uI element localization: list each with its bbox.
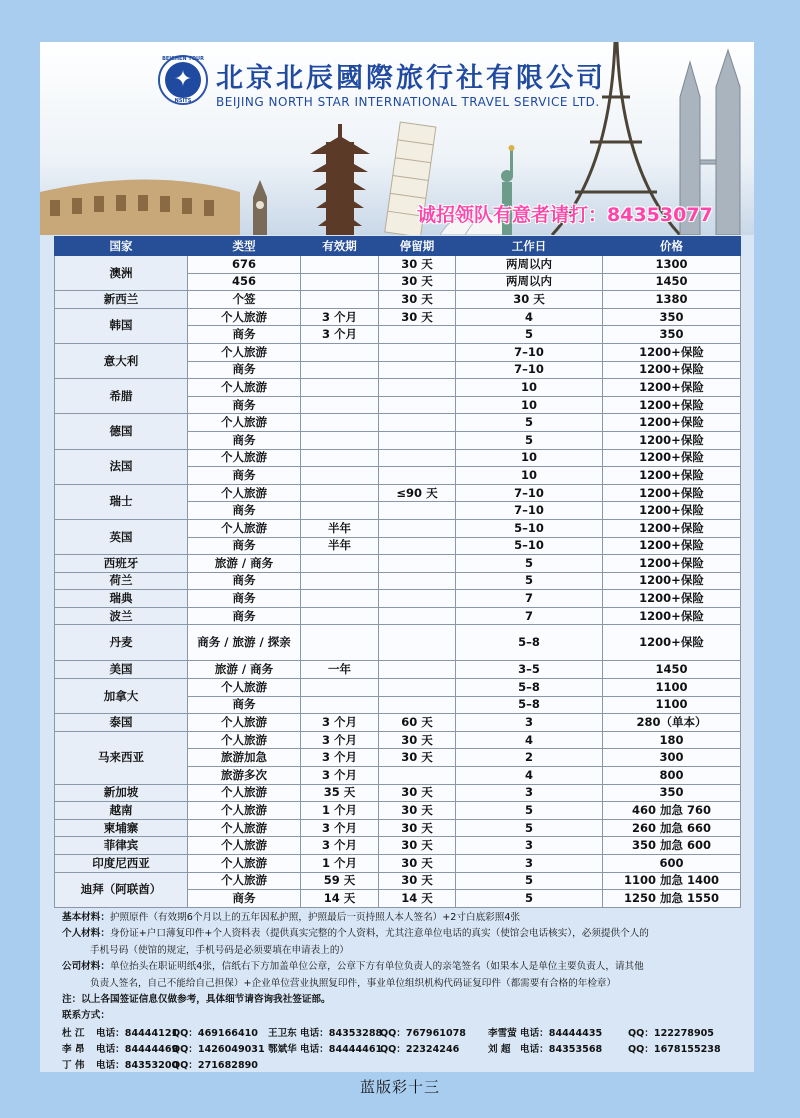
work-cell: 5 — [456, 572, 603, 590]
visa-sheet — [40, 42, 754, 1072]
work-cell: 5–10 — [456, 519, 603, 537]
type-cell: 个人旅游 — [188, 731, 301, 749]
valid-cell: 1 个月 — [301, 802, 379, 820]
country-cell: 印度尼西亚 — [55, 855, 188, 873]
star-icon: ✦ — [173, 67, 193, 92]
type-cell: 旅游 / 商务 — [188, 661, 301, 679]
price-cell: 1100 — [603, 679, 741, 697]
recruit-hotline: 诚招领队有意者请打：84353077 — [417, 204, 713, 226]
valid-cell — [301, 696, 379, 714]
valid-cell: 半年 — [301, 537, 379, 555]
type-cell: 旅游 / 商务 — [188, 555, 301, 573]
work-cell: 5 — [456, 431, 603, 449]
work-cell: 5 — [456, 555, 603, 573]
work-cell: 5 — [456, 414, 603, 432]
price-cell: 1100 加急 1400 — [603, 872, 741, 890]
country-cell: 马来西亚 — [55, 731, 188, 784]
price-cell: 350 加急 600 — [603, 837, 741, 855]
type-cell: 个人旅游 — [188, 855, 301, 873]
stay-cell — [379, 343, 456, 361]
valid-cell: 半年 — [301, 519, 379, 537]
price-cell: 180 — [603, 731, 741, 749]
valid-cell: 3 个月 — [301, 714, 379, 732]
type-cell: 商务 — [188, 590, 301, 608]
type-cell: 个人旅游 — [188, 449, 301, 467]
contact-phone: 电话：84444435 — [520, 1027, 603, 1039]
work-cell: 3 — [456, 714, 603, 732]
price-cell: 1200+保险 — [603, 502, 741, 520]
type-cell: 个人旅游 — [188, 714, 301, 732]
company-name-cn: 北京北辰國際旅行社有限公司 — [216, 63, 606, 94]
stay-cell — [379, 607, 456, 625]
company-logo: BEICHEN TOUR ✦ NSITS — [158, 55, 208, 105]
valid-cell: 3 个月 — [301, 326, 379, 344]
stay-cell — [379, 555, 456, 573]
type-cell: 商务 — [188, 696, 301, 714]
type-cell: 个人旅游 — [188, 819, 301, 837]
work-cell: 7 — [456, 590, 603, 608]
country-cell: 美国 — [55, 661, 188, 679]
price-cell: 1250 加急 1550 — [603, 890, 741, 908]
country-cell: 西班牙 — [55, 555, 188, 573]
country-cell: 加拿大 — [55, 679, 188, 714]
price-cell: 1200+保险 — [603, 590, 741, 608]
country-cell: 瑞士 — [55, 484, 188, 519]
type-cell: 个人旅游 — [188, 308, 301, 326]
work-cell: 10 — [456, 467, 603, 485]
country-cell: 菲律宾 — [55, 837, 188, 855]
contact-phone: 电话：84353568 — [520, 1043, 603, 1055]
banner — [40, 42, 754, 235]
price-cell: 1200+保险 — [603, 431, 741, 449]
table-row — [55, 572, 741, 590]
stay-cell — [379, 396, 456, 414]
basic-materials: 基本材料：护照原件（有效期6个月以上的五年因私护照，护照最后一页持照人本人签名）+2寸白底彩照4张 — [62, 912, 521, 923]
valid-cell — [301, 484, 379, 502]
work-cell: 3 — [456, 837, 603, 855]
stay-cell: 60 天 — [379, 714, 456, 732]
price-cell: 460 加急 760 — [603, 802, 741, 820]
stay-cell: 30 天 — [379, 837, 456, 855]
type-cell: 个签 — [188, 291, 301, 309]
stay-cell — [379, 467, 456, 485]
price-cell: 800 — [603, 767, 741, 785]
stay-cell: 30 天 — [379, 872, 456, 890]
work-cell: 30 天 — [456, 291, 603, 309]
column-header: 国家 — [55, 237, 188, 256]
contact-row — [62, 1026, 742, 1042]
type-cell: 个人旅游 — [188, 519, 301, 537]
stay-cell — [379, 449, 456, 467]
country-cell: 新西兰 — [55, 291, 188, 309]
work-cell: 4 — [456, 308, 603, 326]
page-footer: 蓝版彩十三 — [359, 1078, 440, 1096]
country-cell: 英国 — [55, 519, 188, 554]
type-cell: 个人旅游 — [188, 379, 301, 397]
price-cell: 1200+保险 — [603, 467, 741, 485]
country-cell: 波兰 — [55, 607, 188, 625]
contact-phone: 电话：84353200 — [96, 1059, 179, 1071]
country-cell: 越南 — [55, 802, 188, 820]
table-header-row — [55, 237, 741, 256]
country-cell: 意大利 — [55, 343, 188, 378]
work-cell: 5 — [456, 872, 603, 890]
country-cell: 韩国 — [55, 308, 188, 343]
price-cell: 1200+保险 — [603, 537, 741, 555]
valid-cell — [301, 555, 379, 573]
contact-name: 鄂斌华 — [268, 1043, 297, 1055]
work-cell: 7–10 — [456, 484, 603, 502]
stay-cell: 14 天 — [379, 890, 456, 908]
work-cell: 3–5 — [456, 661, 603, 679]
valid-cell: 3 个月 — [301, 749, 379, 767]
stay-cell: ≤90 天 — [379, 484, 456, 502]
country-cell: 柬埔寨 — [55, 819, 188, 837]
type-cell: 个人旅游 — [188, 802, 301, 820]
price-cell: 1200+保险 — [603, 625, 741, 661]
price-cell: 260 加急 660 — [603, 819, 741, 837]
valid-cell — [301, 291, 379, 309]
personal-materials-cont: 手机号码（使馆的规定，手机号码是必须要填在申请表上的） — [90, 944, 350, 956]
contact-row — [62, 1058, 742, 1074]
stay-cell — [379, 431, 456, 449]
contact-name: 李 昂 — [62, 1043, 85, 1055]
type-cell: 商务 — [188, 890, 301, 908]
visa-price-table — [54, 236, 741, 908]
type-cell: 个人旅游 — [188, 343, 301, 361]
table-row — [55, 291, 741, 309]
valid-cell — [301, 590, 379, 608]
work-cell: 7–10 — [456, 361, 603, 379]
type-cell: 个人旅游 — [188, 872, 301, 890]
valid-cell — [301, 449, 379, 467]
table-row — [55, 607, 741, 625]
valid-cell: 3 个月 — [301, 837, 379, 855]
stay-cell: 30 天 — [379, 802, 456, 820]
price-cell: 1380 — [603, 291, 741, 309]
price-cell: 1450 — [603, 661, 741, 679]
country-cell: 澳洲 — [55, 256, 188, 291]
table-row — [55, 449, 741, 467]
price-cell: 1200+保险 — [603, 449, 741, 467]
stay-cell — [379, 590, 456, 608]
type-cell: 商务 — [188, 572, 301, 590]
price-cell: 1200+保险 — [603, 519, 741, 537]
type-cell: 旅游加急 — [188, 749, 301, 767]
valid-cell — [301, 273, 379, 291]
column-header: 停留期 — [379, 237, 456, 256]
column-header: 有效期 — [301, 237, 379, 256]
valid-cell — [301, 396, 379, 414]
work-cell: 5–8 — [456, 696, 603, 714]
stay-cell — [379, 361, 456, 379]
contact-qq: QQ：1426049031 — [172, 1043, 265, 1055]
contact-qq: QQ：469166410 — [172, 1027, 258, 1039]
valid-cell: 3 个月 — [301, 767, 379, 785]
contact-name: 杜 江 — [62, 1027, 85, 1039]
table-row — [55, 519, 741, 537]
table-row — [55, 679, 741, 697]
stay-cell — [379, 679, 456, 697]
price-cell: 600 — [603, 855, 741, 873]
contact-phone: 电话：84353288 — [300, 1027, 383, 1039]
type-cell: 676 — [188, 256, 301, 274]
company-name-en: BEIJING NORTH STAR INTERNATIONAL TRAVEL SERVICE LTD. — [216, 95, 600, 109]
colosseum-illustration — [40, 180, 240, 236]
column-header: 价格 — [603, 237, 741, 256]
price-cell: 1300 — [603, 256, 741, 274]
work-cell: 3 — [456, 855, 603, 873]
type-cell: 个人旅游 — [188, 484, 301, 502]
table-row — [55, 819, 741, 837]
table-row — [55, 555, 741, 573]
stay-cell — [379, 414, 456, 432]
valid-cell — [301, 343, 379, 361]
contact-phone: 电话：84444121 — [96, 1027, 179, 1039]
country-cell: 新加坡 — [55, 784, 188, 802]
price-cell: 1200+保险 — [603, 484, 741, 502]
type-cell: 商务 — [188, 537, 301, 555]
price-cell: 1200+保险 — [603, 572, 741, 590]
valid-cell — [301, 607, 379, 625]
stay-cell: 30 天 — [379, 731, 456, 749]
contact-qq: QQ：122278905 — [628, 1027, 714, 1039]
stay-cell — [379, 326, 456, 344]
price-cell: 1100 — [603, 696, 741, 714]
personal-materials: 个人材料：身份证+户口薄复印件+个人资料表（提供真实完整的个人资料，尤其注意单位电话的真实（使馆会电话核实），必须提供个人的 — [62, 928, 649, 940]
work-cell: 3 — [456, 784, 603, 802]
work-cell: 10 — [456, 396, 603, 414]
table-body — [55, 256, 741, 908]
stay-cell: 30 天 — [379, 855, 456, 873]
type-cell: 个人旅游 — [188, 414, 301, 432]
valid-cell — [301, 502, 379, 520]
table-row — [55, 484, 741, 502]
price-cell: 350 — [603, 784, 741, 802]
type-cell: 个人旅游 — [188, 679, 301, 697]
country-cell: 迪拜（阿联酋） — [55, 872, 188, 907]
valid-cell — [301, 361, 379, 379]
contact-qq: QQ：22324246 — [380, 1043, 460, 1055]
stay-cell — [379, 661, 456, 679]
price-cell: 300 — [603, 749, 741, 767]
column-header: 工作日 — [456, 237, 603, 256]
notes-section — [62, 910, 742, 1074]
valid-cell — [301, 256, 379, 274]
table-row — [55, 661, 741, 679]
country-cell: 荷兰 — [55, 572, 188, 590]
country-cell: 泰国 — [55, 714, 188, 732]
stay-cell: 30 天 — [379, 784, 456, 802]
contact-phone: 电话：84444469 — [96, 1043, 179, 1055]
stay-cell: 30 天 — [379, 819, 456, 837]
valid-cell: 3 个月 — [301, 731, 379, 749]
work-cell: 5 — [456, 890, 603, 908]
valid-cell — [301, 431, 379, 449]
country-cell: 瑞典 — [55, 590, 188, 608]
country-cell: 丹麦 — [55, 625, 188, 661]
table-row — [55, 590, 741, 608]
type-cell: 商务 — [188, 502, 301, 520]
contact-qq: QQ：767961078 — [380, 1027, 466, 1039]
stay-cell — [379, 502, 456, 520]
price-cell: 350 — [603, 308, 741, 326]
stay-cell: 30 天 — [379, 256, 456, 274]
contact-row — [62, 1042, 742, 1058]
work-cell: 5 — [456, 326, 603, 344]
valid-cell — [301, 467, 379, 485]
valid-cell — [301, 379, 379, 397]
valid-cell — [301, 414, 379, 432]
stay-cell — [379, 537, 456, 555]
price-cell: 1450 — [603, 273, 741, 291]
work-cell: 2 — [456, 749, 603, 767]
work-cell: 5–8 — [456, 625, 603, 661]
work-cell: 5–10 — [456, 537, 603, 555]
column-header: 类型 — [188, 237, 301, 256]
work-cell: 两周以内 — [456, 273, 603, 291]
price-cell: 1200+保险 — [603, 414, 741, 432]
valid-cell: 59 天 — [301, 872, 379, 890]
work-cell: 4 — [456, 731, 603, 749]
valid-cell — [301, 572, 379, 590]
valid-cell: 3 个月 — [301, 308, 379, 326]
contact-name: 丁 伟 — [62, 1059, 85, 1071]
price-cell: 1200+保险 — [603, 607, 741, 625]
table-row — [55, 379, 741, 397]
valid-cell — [301, 625, 379, 661]
work-cell: 10 — [456, 379, 603, 397]
work-cell: 7–10 — [456, 343, 603, 361]
contact-list — [62, 1026, 742, 1074]
type-cell: 商务 — [188, 396, 301, 414]
table-row — [55, 855, 741, 873]
price-cell: 350 — [603, 326, 741, 344]
contact-qq: QQ：271682890 — [172, 1059, 258, 1071]
table-row — [55, 308, 741, 326]
price-cell: 1200+保险 — [603, 343, 741, 361]
stay-cell: 30 天 — [379, 291, 456, 309]
stay-cell — [379, 379, 456, 397]
valid-cell: 35 天 — [301, 784, 379, 802]
work-cell: 5 — [456, 802, 603, 820]
country-cell: 希腊 — [55, 379, 188, 414]
work-cell: 5–8 — [456, 679, 603, 697]
type-cell: 个人旅游 — [188, 837, 301, 855]
country-cell: 德国 — [55, 414, 188, 449]
price-cell: 1200+保险 — [603, 396, 741, 414]
disclaimer: 注：以上各国签证信息仅做参考，具体细节请咨询我社签证部。 — [62, 994, 331, 1006]
stay-cell — [379, 625, 456, 661]
valid-cell: 1 个月 — [301, 855, 379, 873]
table-row — [55, 731, 741, 749]
table-row — [55, 837, 741, 855]
type-cell: 商务 — [188, 326, 301, 344]
price-cell: 1200+保险 — [603, 361, 741, 379]
contact-name: 刘 超 — [488, 1043, 511, 1055]
type-cell: 商务 — [188, 361, 301, 379]
stay-cell — [379, 696, 456, 714]
table-row — [55, 872, 741, 890]
type-cell: 商务 — [188, 431, 301, 449]
table-row — [55, 625, 741, 661]
type-cell: 商务 / 旅游 / 探亲 — [188, 625, 301, 661]
country-cell: 法国 — [55, 449, 188, 484]
work-cell: 4 — [456, 767, 603, 785]
contact-qq: QQ：1678155238 — [628, 1043, 721, 1055]
valid-cell: 3 个月 — [301, 819, 379, 837]
company-materials-cont: 负责人签名，自己不能给自己担保）+企业单位营业执照复印件，事业单位组织机构代码证复印件（都需要有合格的年检章） — [90, 977, 617, 989]
stay-cell: 30 天 — [379, 273, 456, 291]
stay-cell: 30 天 — [379, 308, 456, 326]
work-cell: 7 — [456, 607, 603, 625]
valid-cell: 14 天 — [301, 890, 379, 908]
table-row — [55, 256, 741, 274]
type-cell: 商务 — [188, 467, 301, 485]
type-cell: 商务 — [188, 607, 301, 625]
company-materials: 公司材料：单位抬头在职证明纸4张，信纸右下方加盖单位公章，公章下方有单位负责人的亲笔签名（如果本人是单位主要负责人，请其他 — [62, 961, 644, 973]
contact-label: 联系方式： — [62, 1010, 110, 1022]
price-cell: 280（单本） — [603, 714, 741, 732]
valid-cell: 一年 — [301, 661, 379, 679]
contact-name: 李雪萤 — [488, 1027, 517, 1039]
table-row — [55, 802, 741, 820]
work-cell: 两周以内 — [456, 256, 603, 274]
work-cell: 5 — [456, 819, 603, 837]
price-cell: 1200+保险 — [603, 379, 741, 397]
stay-cell — [379, 572, 456, 590]
work-cell: 7–10 — [456, 502, 603, 520]
table-row — [55, 784, 741, 802]
stay-cell: 30 天 — [379, 749, 456, 767]
stay-cell — [379, 767, 456, 785]
work-cell: 10 — [456, 449, 603, 467]
valid-cell — [301, 679, 379, 697]
table-row — [55, 343, 741, 361]
table-row — [55, 414, 741, 432]
type-cell: 个人旅游 — [188, 784, 301, 802]
table-row — [55, 714, 741, 732]
type-cell: 456 — [188, 273, 301, 291]
contact-name: 王卫东 — [268, 1027, 297, 1039]
stay-cell — [379, 519, 456, 537]
price-cell: 1200+保险 — [603, 555, 741, 573]
type-cell: 旅游多次 — [188, 767, 301, 785]
contact-phone: 电话：84444461 — [300, 1043, 383, 1055]
